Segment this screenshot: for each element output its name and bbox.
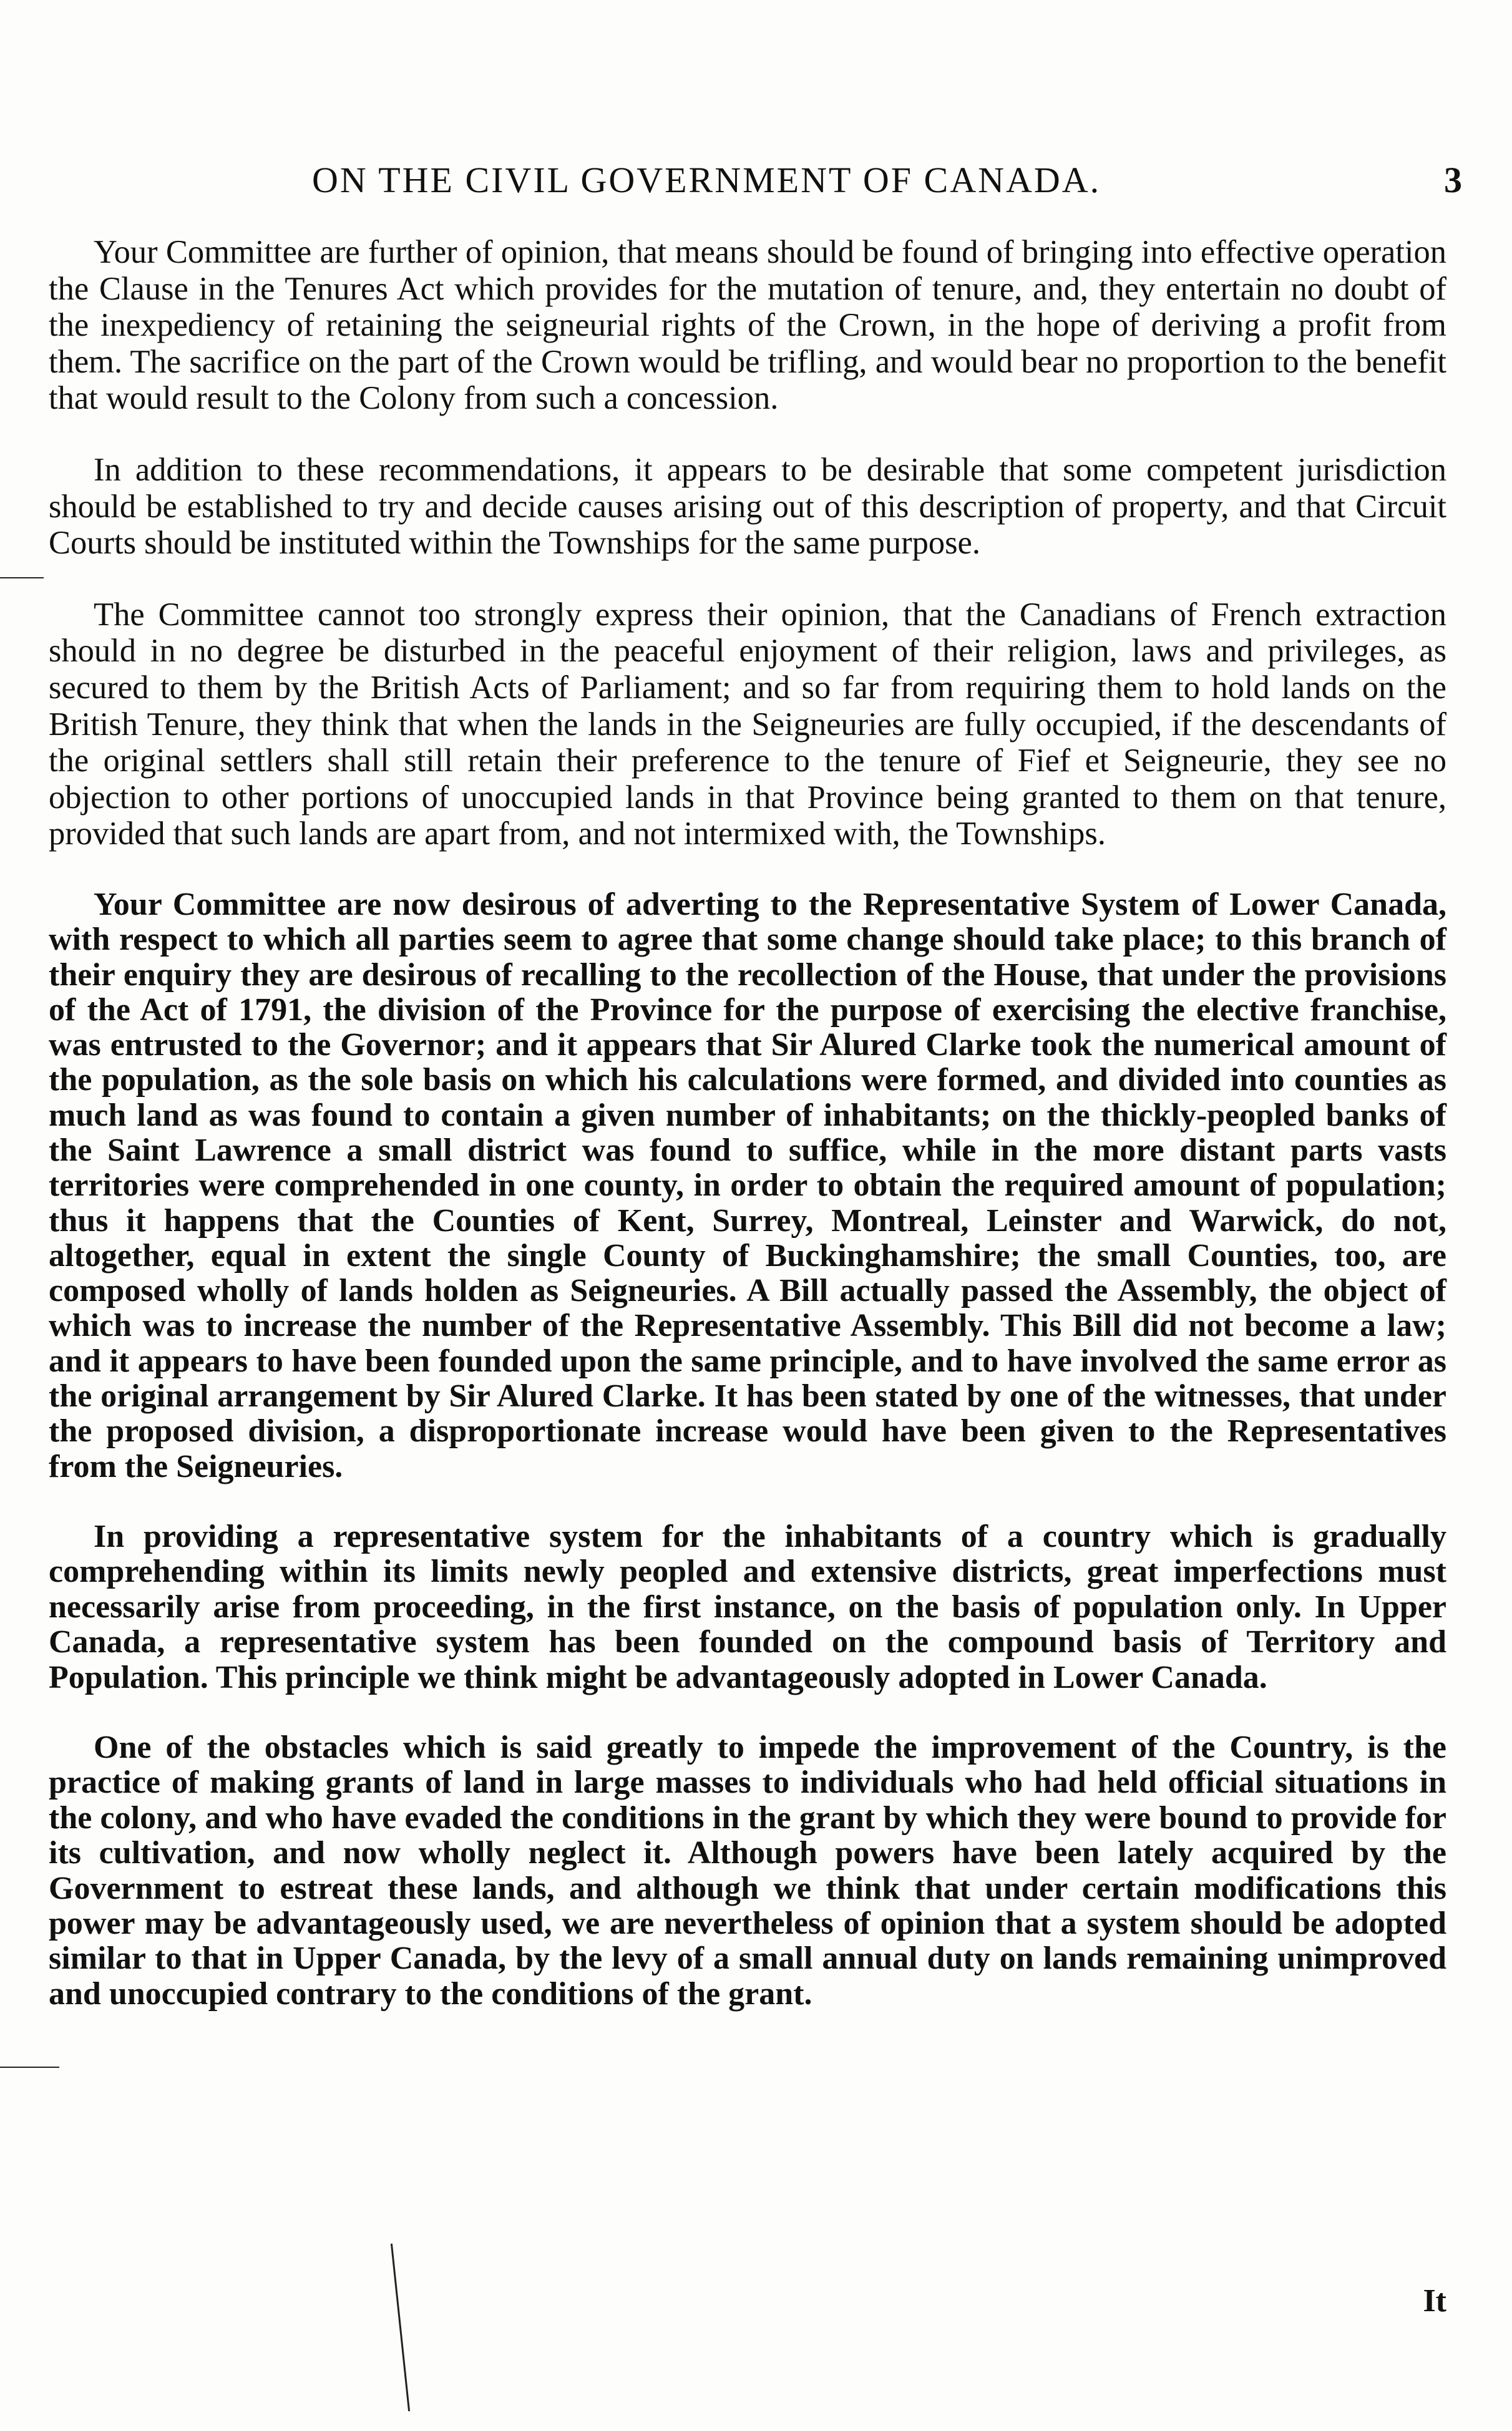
ink-mark bbox=[0, 2067, 59, 2068]
paragraph-representative-system: Your Committee are now desirous of adverting to the Representative System of Lower Canada, with respect to which all parties seem to agree that some change should take place; to this branch of their enquiry they are desirous of recalling to the recollection of the House, that under the provisions of the Act of 1791, the division of the Province for the purpose of exercising the elective franchise, was entrusted to the Governor; and it appears that Sir Alured Clarke took the numerical amount of the population, as the sole basis on which his calculations were formed, and divided into counties as much land as was found to contain a given number of inhabitants; on the thickly-peopled banks of the Saint Lawrence a small district was found to suffice, while in the more distant parts vasts territories were comprehended in one county, in order to obtain the required amount of population; thus it happens that the Counties of Kent, Surrey, Montreal, Leinster and Warwick, do not, altogether, equal in extent the single County of Buckinghamshire; the small Counties, too, are composed wholly of lands holden as Seigneuries. A Bill actually passed the Assembly, the object of which was to increase the number of the Representative Assembly. This Bill did not become a law; and it appears to have been founded upon the same principle, and to have involved the same error as the original arrangement by Sir Alured Clarke. It has been stated by one of the witnesses, that under the proposed division, a disproportionate increase would have been given to the Representatives from the Seigneuries. bbox=[49, 886, 1446, 1484]
catchword: It bbox=[1423, 2283, 1446, 2319]
paragraph-french-canadians: The Committee cannot too strongly express their opinion, that the Canadians of French extraction should in no degree be disturbed in the peaceful enjoyment of their religion, laws and privileges, as secured to them by the British Acts of Parliament; and so far from requiring them to hold lands on the British Tenure, they think that when the lands in the Seigneuries are fully occupied, if the descendants of the original settlers shall still retain their preference to the tenure of Fief et Seigneurie, they see no objection to other portions of unoccupied lands in that Province being granted to them on that tenure, provided that such lands are apart from, and not intermixed with, the Townships. bbox=[49, 596, 1446, 852]
page-number: 3 bbox=[1444, 160, 1462, 200]
ink-mark bbox=[391, 2244, 410, 2412]
paragraph-mutation-of-tenure: Your Committee are further of opinion, that means should be found of bringing into effective operation the Clause in the Tenures Act which provides for the mutation of tenure, and, they entertain no doubt of the inexpediency of retaining the seigneurial rights of the Crown, in the hope of deriving a profit from them. The sacrifice on the part of the Crown would be trifling, and would bear no proportion to the benefit that would result to the Colony from such a concession. bbox=[49, 234, 1446, 417]
body-text bbox=[49, 234, 1446, 2047]
paragraph-circuit-courts: In addition to these recommendations, it appears to be desirable that some competent jurisdiction should be established to try and decide causes arising out of this description of property, and that Circuit Courts should be instituted within the Townships for the same purpose. bbox=[49, 451, 1446, 562]
ink-mark bbox=[0, 577, 44, 578]
paragraph-land-grants: One of the obstacles which is said greatly to impede the improvement of the Country, is the practice of making grants of land in large masses to individuals who had held official situations in the colony, and who have evaded the conditions in the grant by which they were bound to provide for its cultivation, and now wholly neglect it. Although powers have been lately acquired by the Government to estreat these lands, and although we think that under certain modifications this power may be advantageously used, we are nevertheless of opinion that a system should be adopted similar to that in Upper Canada, by the levy of a small annual duty on lands remaining unimproved and unoccupied contrary to the conditions of the grant. bbox=[49, 1729, 1446, 2012]
running-header bbox=[50, 159, 1462, 209]
header-title: ON THE CIVIL GOVERNMENT OF CANADA. bbox=[312, 160, 1101, 200]
paragraph-compound-basis: In providing a representative system for the inhabitants of a country which is gradually comprehending within its limits newly peopled and extensive districts, great imperfections must necessarily arise from proceeding, in the first instance, on the basis of population only. In Upper Canada, a representative system has been founded on the compound basis of Territory and Population. This principle we think might be advantageously adopted in Lower Canada. bbox=[49, 1518, 1446, 1695]
